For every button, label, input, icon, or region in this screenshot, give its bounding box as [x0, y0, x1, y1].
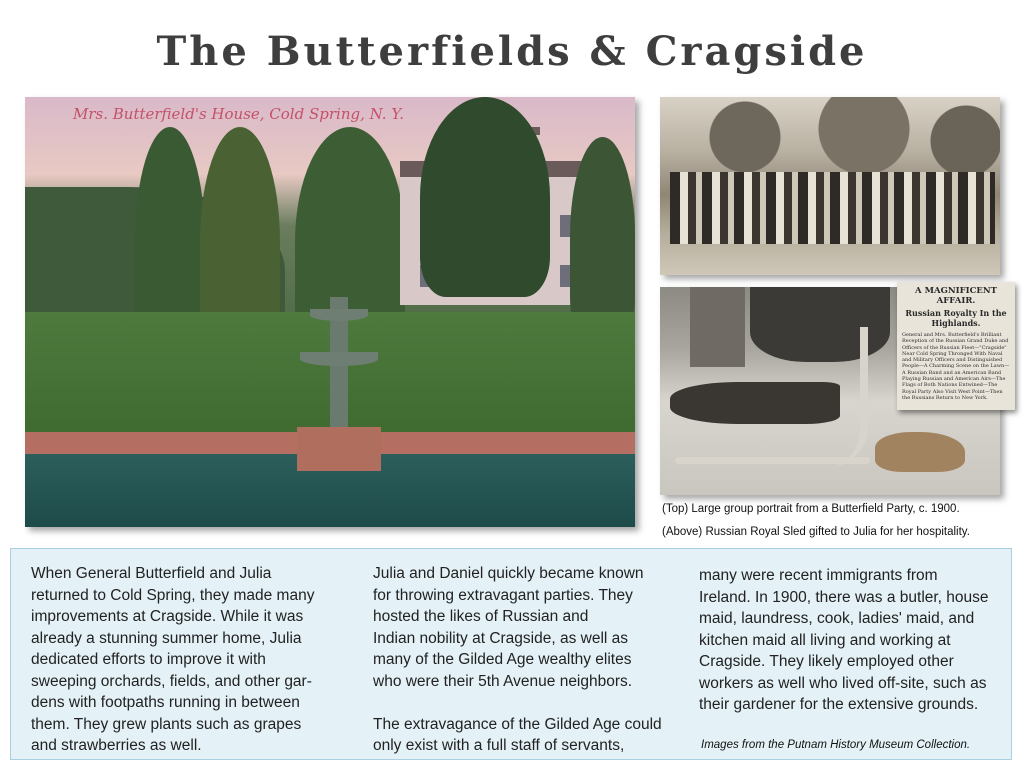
fountain-bowl	[310, 309, 368, 321]
image-credit: Images from the Putnam History Museum Collection.	[701, 739, 971, 751]
body-column-1: When General Butterfield and Julia returned to Cold Spring, they made many improvements at Cragside. While it was already a stunning summer home, Julia dedicated efforts to improve it with sweeping orchards, fields, and other gar- dens with footpaths running in between them. They grew plants such as grapes and strawberries as well.	[31, 565, 315, 754]
caption-top: (Top) Large group portrait from a Butterfield Party, c. 1900.	[662, 503, 960, 515]
text-panel	[10, 548, 1012, 760]
caption-above: (Above) Russian Royal Sled gifted to Julia for her hospitality.	[662, 526, 970, 538]
page-title: The Butterfields & Cragside	[156, 28, 868, 75]
tree	[570, 137, 635, 337]
stone-pillar	[690, 287, 745, 367]
dog	[875, 432, 965, 472]
group-portrait-image	[660, 97, 1000, 275]
postcard-caption: Mrs. Butterfield's House, Cold Spring, N. Y.	[73, 105, 405, 123]
fountain-base	[297, 427, 381, 471]
sled-body	[670, 382, 840, 424]
clipping-headline: A MAGNIFICENT AFFAIR.	[915, 286, 997, 306]
tree	[420, 97, 550, 297]
clipping-subhead: Russian Royalty In the Highlands.	[905, 308, 1007, 328]
background-trees	[660, 97, 1000, 177]
party-guests	[670, 172, 995, 244]
sled-arc	[820, 327, 868, 467]
clipping-body: General and Mrs. Butterfield's Brilliant Reception of the Russian Grand Duke and Officers of the Russian Fleet—"Cragside" Near Cold Spring Thronged With Naval and Military Officers and Distinguished People—A Charming Scene on the Lawn—A Russian Band and an American Band Playing Russian and American Airs—The Flags of Both Nations Entwined—The Royal Party Also Visit West Point—Then the Russians Return to New York.	[902, 332, 1010, 401]
fountain-bowl	[300, 352, 378, 366]
newspaper-clipping	[897, 282, 1015, 410]
body-column-2: Julia and Daniel quickly became known for throwing extravagant parties. They hosted the likes of Russian and Indian nobility at Cragside, as well as many of the Gilded Age wealthy elites who were their 5th Avenue neighbors. The extravagance of the Gilded Age could only exist with a full staff of servants,	[373, 565, 662, 754]
sled-runner	[675, 457, 870, 464]
postcard-image	[25, 97, 635, 527]
body-column-3: many were recent immigrants from Ireland. In 1900, there was a butler, house maid, laundress, cook, ladies' maid, and kitchen maid all living and working at Cragside. They likely employed other workers as well who lived off-site, such as their gardener for the extensive grounds.	[699, 567, 989, 713]
